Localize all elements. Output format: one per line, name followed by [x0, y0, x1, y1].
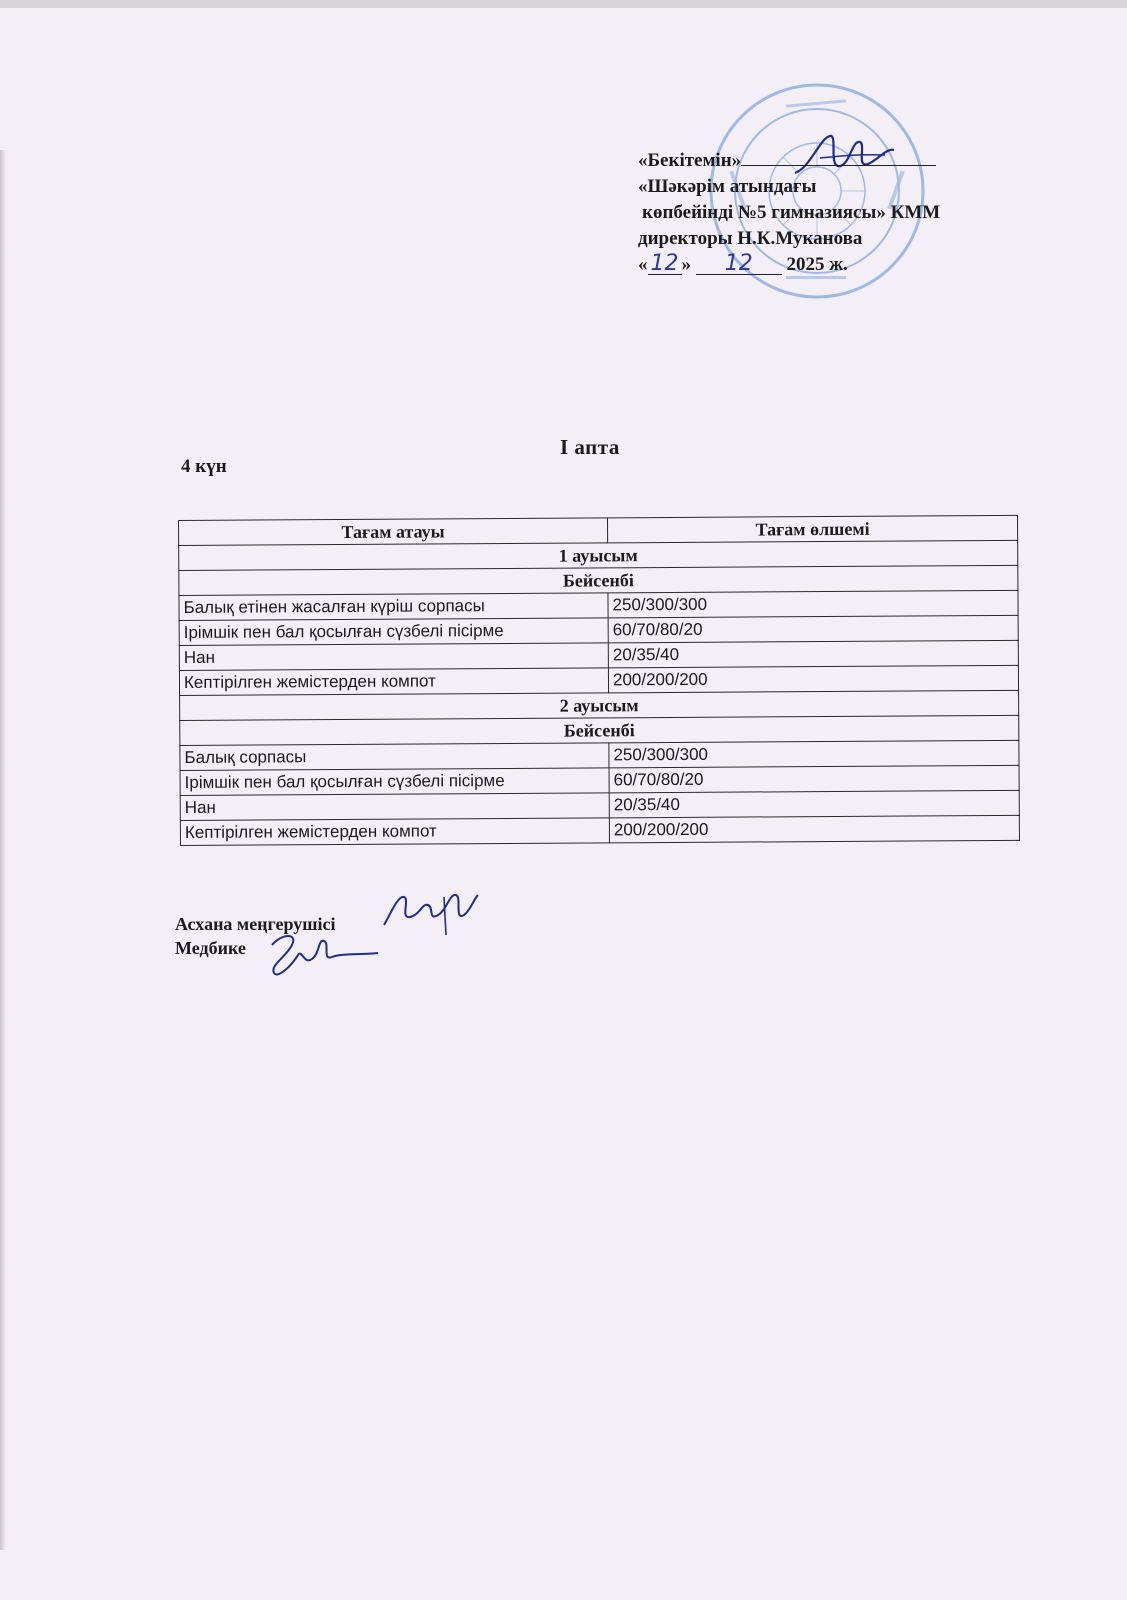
- portion-size: 200/200/200: [609, 815, 1019, 843]
- signature-line: [741, 149, 936, 166]
- dish-name: Ірімшік пен бал қосылған сүзбелі пісірме: [180, 768, 609, 796]
- dish-name: Кептірілген жемістерден компот: [180, 818, 609, 846]
- portion-size: 250/300/300: [609, 740, 1019, 768]
- dish-name: Нан: [180, 793, 609, 821]
- canteen-head-signature-icon: [380, 885, 480, 940]
- portion-size: 60/70/80/20: [609, 765, 1019, 793]
- portion-size: 200/200/200: [608, 665, 1018, 693]
- dish-name: Кептірілген жемістерден компот: [179, 668, 608, 696]
- scan-left-shadow: [0, 150, 6, 1550]
- date-year: 2025 ж.: [786, 254, 848, 275]
- approval-block: [638, 148, 998, 278]
- dish-name: Балық етінен жасалған күріш сорпасы: [179, 593, 608, 621]
- approval-date: « 12 » 12 2025 ж.: [638, 251, 848, 276]
- approval-heading: «Бекітемін»: [638, 150, 742, 171]
- approval-director: директоры Н.К.Муканова: [638, 228, 863, 249]
- portion-size: 20/35/40: [609, 790, 1019, 818]
- shift-label: 1 ауысым: [179, 540, 1018, 570]
- dish-name: Нан: [179, 643, 608, 671]
- table-row: [180, 815, 1019, 845]
- portion-size: 60/70/80/20: [608, 615, 1018, 643]
- header-dish-name: Тағам атауы: [179, 518, 608, 546]
- nurse-label: Медбике: [175, 938, 246, 958]
- portion-size: 20/35/40: [608, 640, 1018, 668]
- canteen-head-label: Асхана меңгерушісі: [175, 914, 336, 934]
- week-title: I апта: [560, 435, 620, 459]
- menu-table: [178, 515, 1020, 846]
- shift-label: 2 ауысым: [180, 690, 1019, 720]
- weekday-label: Бейсенбі: [180, 715, 1019, 745]
- approval-org-line: «Шәкәрім атындағы: [638, 176, 817, 197]
- scan-top-edge: [0, 0, 1127, 8]
- date-month: 12: [696, 254, 782, 275]
- weekday-label: Бейсенбі: [179, 565, 1018, 595]
- dish-name: Балық сорпасы: [180, 743, 609, 771]
- dish-name: Ірімшік пен бал қосылған сүзбелі пісірме: [179, 618, 608, 646]
- date-day: 12: [648, 254, 682, 275]
- approval-org-name: көпбейінді №5 гимназиясы» КММ: [642, 202, 941, 223]
- header-portion-size: Тағам өлшемі: [607, 515, 1017, 543]
- portion-size: 250/300/300: [608, 590, 1018, 618]
- nurse-signature-icon: [262, 925, 382, 980]
- day-title: 4 күн: [181, 456, 227, 477]
